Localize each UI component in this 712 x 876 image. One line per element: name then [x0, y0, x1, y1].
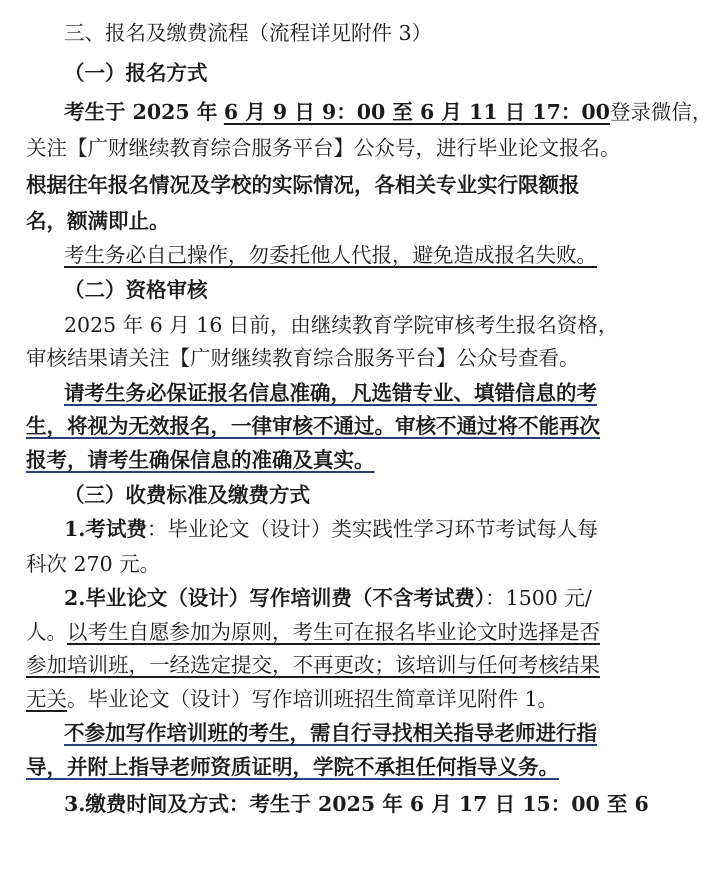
fee2-line4 [26, 684, 558, 714]
sub1-line3: 根据往年报名情况及学校的实际情况，各相关专业实行限额报 [26, 173, 580, 197]
sub2-heading: （二）资格审核 [64, 278, 208, 302]
sub3-heading: （三）收费标准及缴费方式 [64, 483, 310, 507]
guidance-note-line2: 导，并附上指导老师资质证明，学院不承担任何指导义务。 [26, 755, 559, 779]
sub1-line4: 名，额满即止。 [26, 209, 170, 233]
fee2-line3: 参加培训班，一经选定提交，不再更改；该培训与任何考核结果 [26, 653, 600, 677]
sub2-line3: 请考生务必保证报名信息准确，凡选错专业、填错信息的考 [64, 381, 597, 405]
section-title: 三、报名及缴费流程（流程详见附件 3） [64, 21, 433, 45]
fee1-line2: 科次 270 元。 [26, 552, 161, 576]
fee2-label: 2.毕业论文（设计）写作培训费（不含考试费） [64, 586, 486, 610]
sub1-line1-start: 考生于 2025 年 [64, 100, 218, 124]
sub1-heading: （一）报名方式 [64, 61, 208, 85]
fee2-text: ：1500 元/ [485, 586, 592, 610]
fee2-line2 [26, 617, 600, 647]
fee1-label: 1.考试费 [64, 517, 147, 541]
sub2-line5: 报考，请考生确保信息的准确及真实。 [26, 448, 375, 472]
fee2-voluntary-note: 以考生自愿参加为原则，考生可在报名毕业论文时选择是否 [67, 620, 600, 644]
sub1-warning: 考生务必自己操作，勿委托他人代报，避免造成报名失败。 [64, 243, 597, 267]
fee3-text: 考生于 2025 年 6 月 17 日 15：00 至 6 [249, 792, 649, 816]
fee2-line4-underlined: 无关 [26, 687, 67, 711]
sub2-line1: 2025 年 6 月 16 日前，由继续教育学院审核考生报名资格， [64, 313, 619, 337]
fee3-label: 3.缴费时间及方式： [64, 792, 250, 816]
fee2-line2-start: 人。 [26, 620, 67, 644]
fee2-line1 [64, 583, 592, 613]
sub2-line4: 生，将视为无效报名，一律审核不通过。审核不通过将不能再次 [26, 414, 600, 438]
registration-time: 6 月 9 日 9：00 至 6 月 11 日 17：00 [223, 100, 610, 124]
sub1-line1 [64, 97, 712, 127]
sub1-line2: 关注【广财继续教育综合服务平台】公众号，进行毕业论文报名。 [26, 136, 621, 160]
guidance-note-line1: 不参加写作培训班的考生，需自行寻找相关指导老师进行指 [64, 721, 597, 745]
fee1-text: ：毕业论文（设计）类实践性学习环节考试每人每 [146, 517, 598, 541]
sub2-line2: 审核结果请关注【广财继续教育综合服务平台】公众号查看。 [26, 346, 580, 370]
fee2-line4-rest: 。毕业论文（设计）写作培训班招生简章详见附件 1。 [67, 687, 559, 711]
sub1-line1-end: 登录微信， [609, 100, 712, 124]
fee1-line1 [64, 514, 598, 544]
fee3-line1 [64, 789, 649, 819]
